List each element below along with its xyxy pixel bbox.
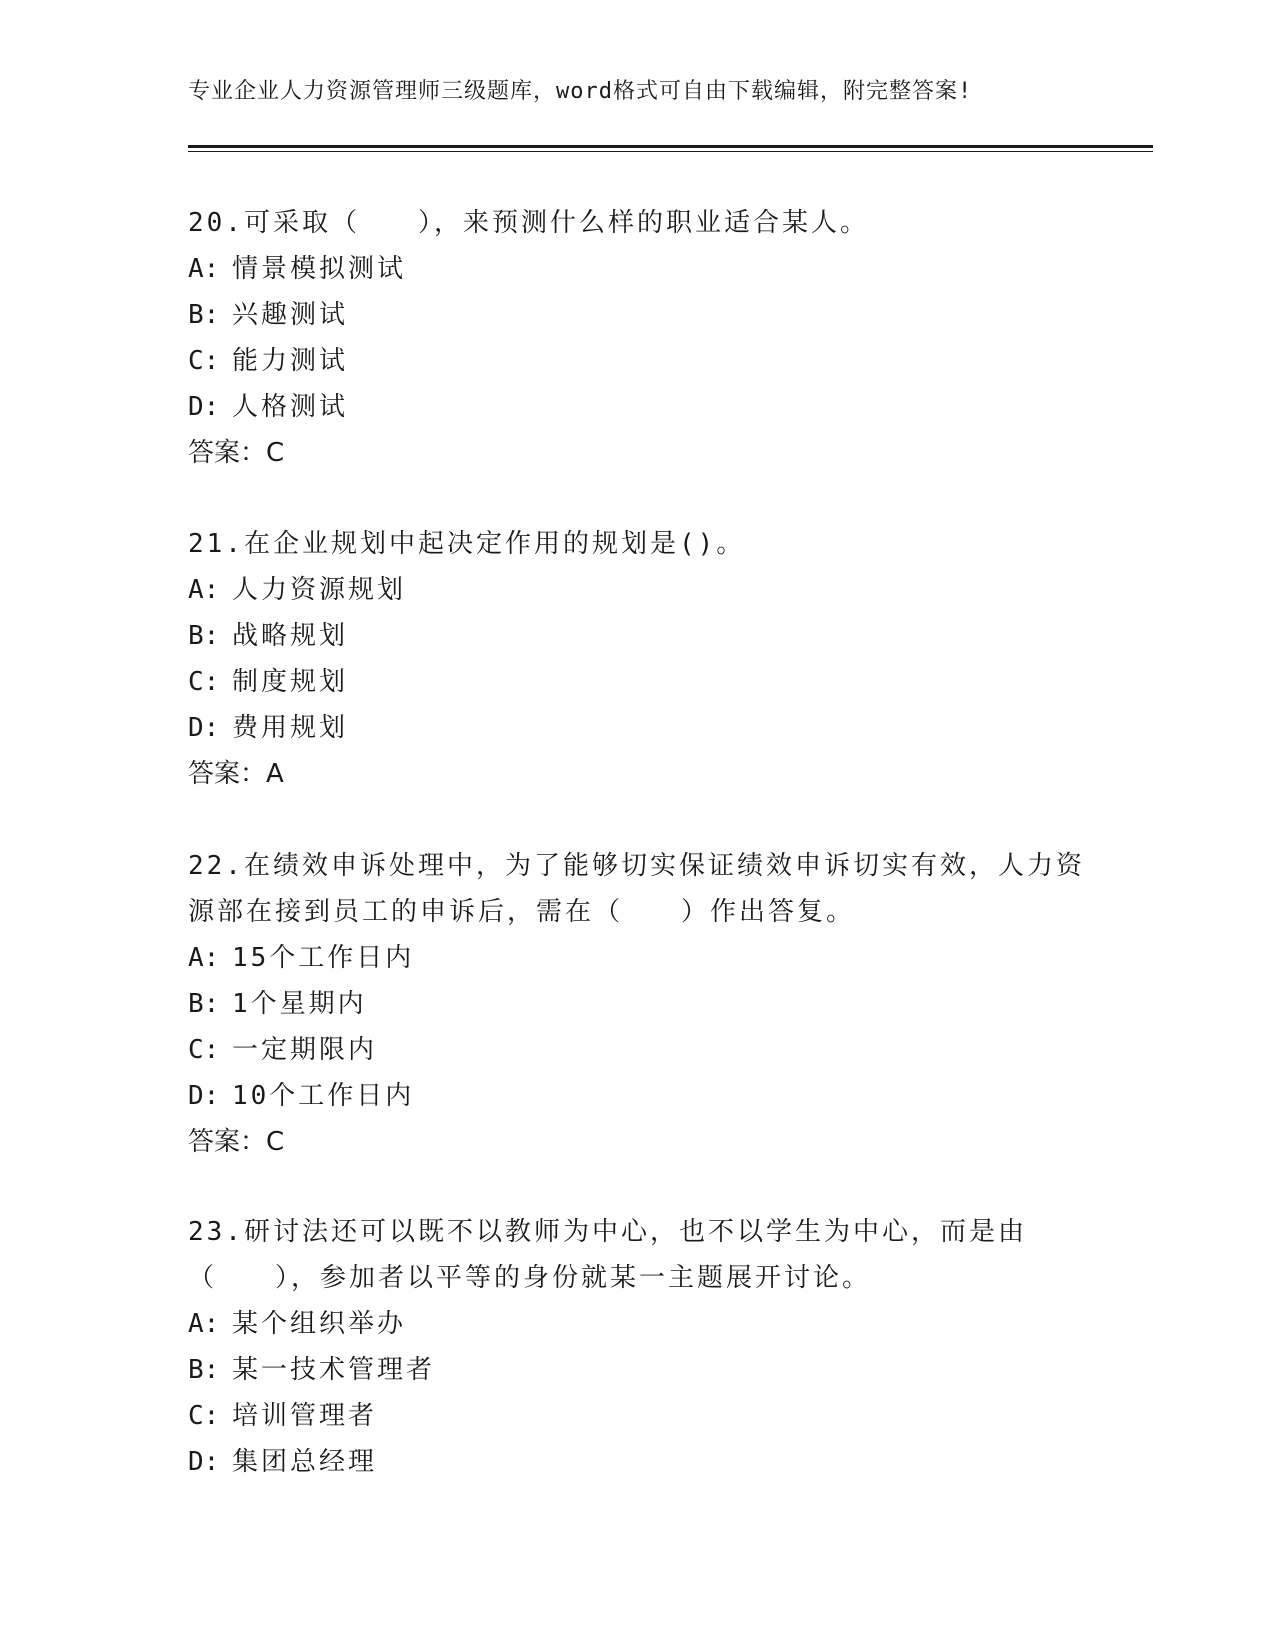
option-letter: B: [188,621,220,651]
option-d [188,1073,1088,1119]
option-text: 制度规划 [232,667,349,697]
question-stem: 23.研讨法还可以既不以教师为中心，也不以学生为中心，而是由（ ），参加者以平等的身份就某一主题展开讨论。 [188,1217,1027,1293]
option-letter: C: [188,667,220,697]
option-d [188,705,1088,751]
answer: 答案：C [188,438,285,468]
option-letter: A: [188,1309,220,1339]
option-letter: D: [188,1447,220,1477]
option-text: 1个星期内 [232,989,367,1019]
option-text: 人格测试 [232,392,349,422]
answer: 答案：A [188,759,284,789]
option-c [188,338,1088,384]
option-a [188,1301,1088,1347]
option-letter: A: [188,575,220,605]
header-rule-thick [188,145,1153,148]
option-b [188,613,1088,659]
option-text: 兴趣测试 [232,300,349,330]
option-text: 10个工作日内 [232,1081,415,1111]
option-b [188,1347,1088,1393]
question-stem: 22.在绩效申诉处理中，为了能够切实保证绩效申诉切实有效，人力资源部在接到员工的申诉后，需在（ ）作出答复。 [188,851,1085,927]
option-c [188,1393,1088,1439]
option-letter: A: [188,254,220,284]
option-text: 某个组织举办 [232,1309,407,1339]
option-text: 能力测试 [232,346,349,376]
answer: 答案：C [188,1127,285,1157]
option-letter: D: [188,713,220,743]
option-text: 培训管理者 [232,1401,378,1431]
option-d [188,384,1088,430]
option-letter: C: [188,1035,220,1065]
option-c [188,1027,1088,1073]
question-20 [188,200,1088,476]
option-text: 集团总经理 [232,1447,378,1477]
option-letter: B: [188,989,220,1019]
option-a [188,935,1088,981]
option-b [188,292,1088,338]
option-text: 费用规划 [232,713,349,743]
option-text: 战略规划 [232,621,349,651]
question-21 [188,521,1088,797]
question-stem: 20.可采取（ ），来预测什么样的职业适合某人。 [188,208,869,238]
option-letter: C: [188,1401,220,1431]
option-text: 15个工作日内 [232,943,415,973]
option-letter: D: [188,1081,220,1111]
question-stem: 21.在企业规划中起决定作用的规划是()。 [188,529,746,559]
option-letter: B: [188,1355,220,1385]
question-22 [188,843,1088,1165]
page-header: 专业企业人力资源管理师三级题库，word格式可自由下载编辑，附完整答案! [188,79,973,104]
question-23 [188,1209,1088,1485]
header-rule-thin [188,151,1153,152]
option-d [188,1439,1088,1485]
option-text: 情景模拟测试 [232,254,407,284]
option-letter: B: [188,300,220,330]
option-a [188,246,1088,292]
option-text: 一定期限内 [232,1035,378,1065]
option-letter: A: [188,943,220,973]
option-letter: C: [188,346,220,376]
option-c [188,659,1088,705]
option-b [188,981,1088,1027]
option-text: 人力资源规划 [232,575,407,605]
option-letter: D: [188,392,220,422]
option-a [188,567,1088,613]
option-text: 某一技术管理者 [232,1355,436,1385]
